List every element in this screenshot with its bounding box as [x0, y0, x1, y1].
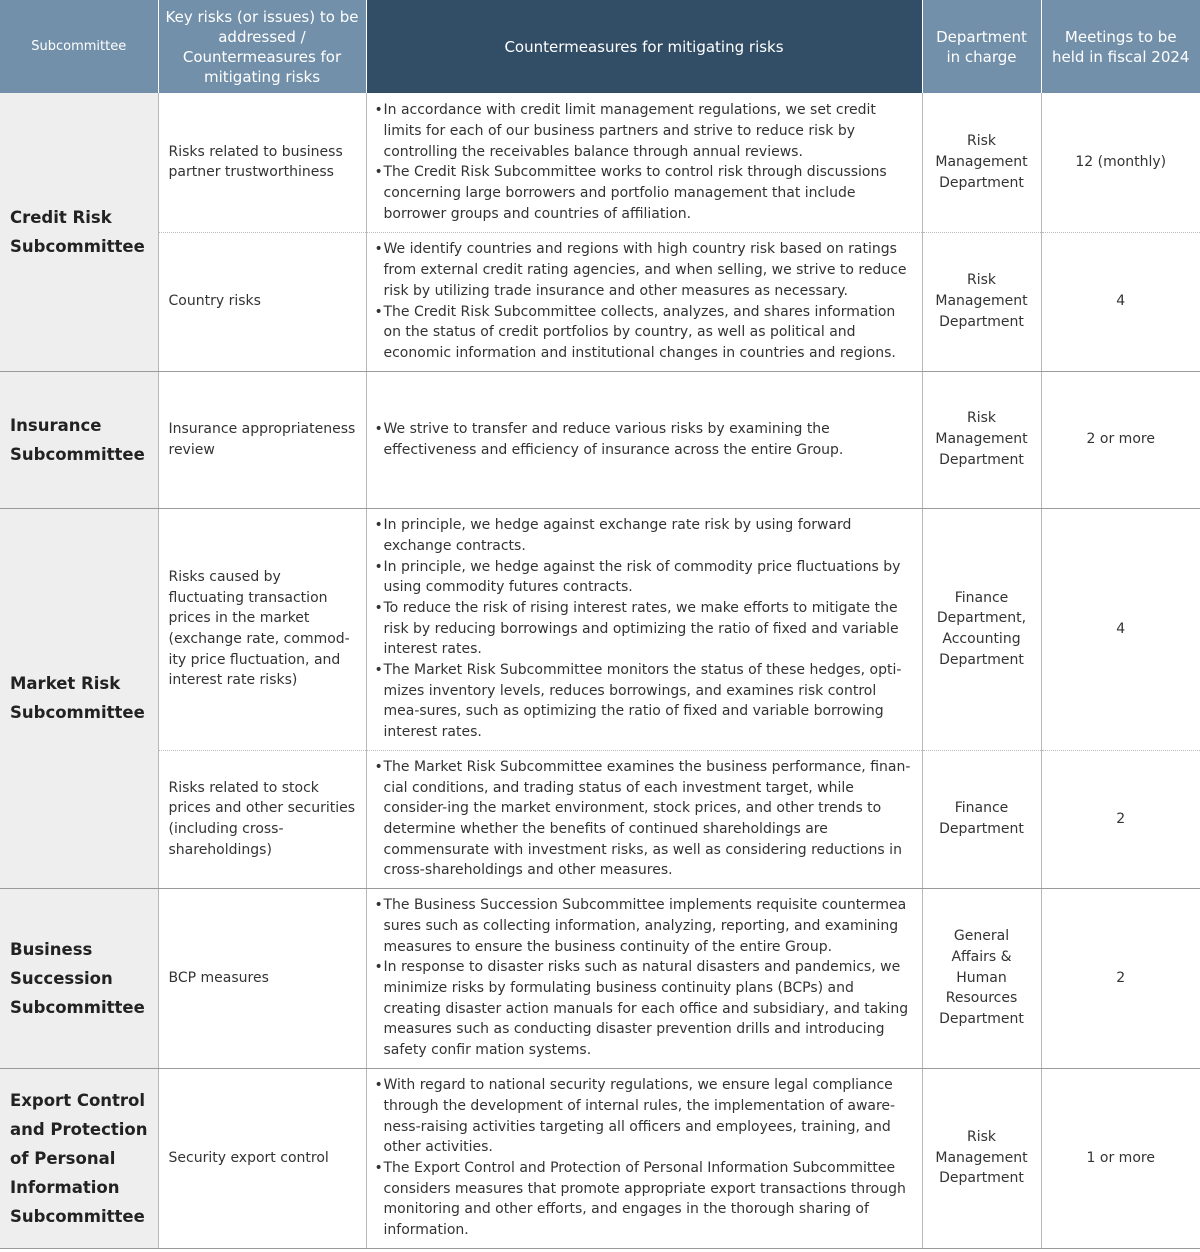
countermeasures-list — [375, 239, 914, 363]
table-row — [0, 888, 1200, 1068]
department-cell: Risk Management Department — [922, 93, 1041, 232]
department-cell: Risk Management Department — [922, 1068, 1041, 1248]
department-cell: Finance Department, Accounting Department — [922, 508, 1041, 750]
countermeasures-list — [375, 515, 914, 743]
risk-issue: BCP measures — [158, 888, 366, 1068]
countermeasure-item: • The Market Risk Subcommittee examines the business performance, finan-cial conditions, and trading status of each investment target, while consider-ing the market environment, stock prices, and other trends to determine whether the benefits of continued shareholdings are commensurate with investment risks, as well as considering reductions in cross-shareholdings and other measures. — [375, 757, 914, 881]
subcommittee-export-control: Export Control and Protection of Personal Information Subcommittee — [0, 1068, 158, 1248]
subcommittee-market-risk: Market Risk Subcommittee — [0, 508, 158, 888]
table-row — [0, 1068, 1200, 1248]
subcommittee-business-succession: Business Succession Subcommittee — [0, 888, 158, 1068]
countermeasure-item: • The Export Control and Protection of Personal Information Subcommittee considers measures that promote appropriate export transactions through monitoring and other efforts, and engages in the thorough sharing of information. — [375, 1158, 914, 1241]
risk-issue: Risks related to business partner trustworthiness — [158, 93, 366, 232]
table-row — [0, 750, 1200, 888]
table-row — [0, 508, 1200, 750]
countermeasures-cell — [366, 508, 922, 750]
header-department: Department in charge — [922, 0, 1041, 93]
header-row — [0, 0, 1200, 93]
countermeasure-item: • In principle, we hedge against the risk of commodity price fluctuations by using commodity futures contracts. — [375, 557, 914, 598]
header-subcommittee: Subcommittee — [0, 0, 158, 93]
risk-issue: Risks related to stock prices and other securities (including cross-shareholdings) — [158, 750, 366, 888]
meetings-cell: 2 — [1041, 750, 1200, 888]
countermeasure-item: • The Credit Risk Subcommittee collects, analyzes, and shares information on the status of credit portfolios by country, as well as political and economic information and institutional changes in countries and regions. — [375, 302, 914, 364]
subcommittee-insurance: Insurance Subcommittee — [0, 371, 158, 508]
department-cell: Risk Management Department — [922, 371, 1041, 508]
countermeasure-item: • In principle, we hedge against exchange rate risk by using forward exchange contracts. — [375, 515, 914, 556]
department-cell: Risk Management Department — [922, 232, 1041, 371]
meetings-cell: 4 — [1041, 232, 1200, 371]
countermeasures-cell — [366, 232, 922, 371]
meetings-cell: 12 (monthly) — [1041, 93, 1200, 232]
countermeasure-item: • With regard to national security regulations, we ensure legal compliance through the development of internal rules, the implementation of aware-ness-raising activities targeting all officers and employees, training, and other activities. — [375, 1075, 914, 1158]
table-row — [0, 232, 1200, 371]
countermeasures-list — [375, 100, 914, 224]
meetings-cell: 4 — [1041, 508, 1200, 750]
countermeasure-item: • The Market Risk Subcommittee monitors the status of these hedges, opti-mizes inventory levels, reduces borrowings, and examines risk control mea-sures, such as optimizing the ratio of fixed and variable borrowing interest rates. — [375, 660, 914, 743]
countermeasure-item: • We strive to transfer and reduce various risks by examining the effectiveness and efficiency of insurance across the entire Group. — [375, 419, 914, 460]
meetings-cell: 2 — [1041, 888, 1200, 1068]
meetings-cell: 1 or more — [1041, 1068, 1200, 1248]
risk-issue: Risks caused by fluctuating transaction prices in the market (exchange rate, commod-ity price fluctuation, and interest rate risks) — [158, 508, 366, 750]
risk-issue: Country risks — [158, 232, 366, 371]
subcommittee-credit-risk: Credit Risk Subcommittee — [0, 93, 158, 371]
header-meetings: Meetings to be held in fiscal 2024 — [1041, 0, 1200, 93]
countermeasures-cell — [366, 750, 922, 888]
countermeasure-item: • The Credit Risk Subcommittee works to control risk through discussions concerning large borrowers and portfolio management that include borrower groups and countries of affiliation. — [375, 162, 914, 224]
table-row — [0, 93, 1200, 232]
countermeasures-cell — [366, 1068, 922, 1248]
countermeasure-item: • In accordance with credit limit management regulations, we set credit limits for each of our business partners and strive to reduce risk by controlling the receivables balance through annual reviews. — [375, 100, 914, 162]
department-cell: Finance Department — [922, 750, 1041, 888]
countermeasures-cell — [366, 888, 922, 1068]
countermeasures-list — [375, 1075, 914, 1241]
header-key-risks: Key risks (or issues) to be addressed / Countermeasures for mitigating risks — [158, 0, 366, 93]
countermeasure-item: • To reduce the risk of rising interest rates, we make efforts to mitigate the risk by reducing borrowings and optimizing the ratio of fixed and variable interest rates. — [375, 598, 914, 660]
countermeasures-list — [375, 757, 914, 881]
department-cell: General Affairs & Human Resources Department — [922, 888, 1041, 1068]
countermeasures-list — [375, 895, 914, 1061]
header-countermeasures: Countermeasures for mitigating risks — [366, 0, 922, 93]
countermeasures-cell — [366, 371, 922, 508]
countermeasure-item: • We identify countries and regions with high country risk based on ratings from external credit rating agencies, and when selling, we strive to reduce risk by utilizing trade insurance and other measures as necessary. — [375, 239, 914, 301]
risk-issue: Insurance appropriateness review — [158, 371, 366, 508]
countermeasures-cell — [366, 93, 922, 232]
countermeasure-item: • In response to disaster risks such as natural disasters and pandemics, we minimize risks by formulating business continuity plans (BCPs) and creating disaster action manuals for each office and subsidiary, and taking measures such as conducting disaster prevention drills and introducing safety confir mation systems. — [375, 957, 914, 1061]
meetings-cell: 2 or more — [1041, 371, 1200, 508]
table-row — [0, 371, 1200, 508]
risk-issue: Security export control — [158, 1068, 366, 1248]
countermeasure-item: • The Business Succession Subcommittee implements requisite countermea sures such as collecting information, analyzing, reporting, and examining measures to ensure the business continuity of the entire Group. — [375, 895, 914, 957]
countermeasures-list — [375, 419, 914, 460]
